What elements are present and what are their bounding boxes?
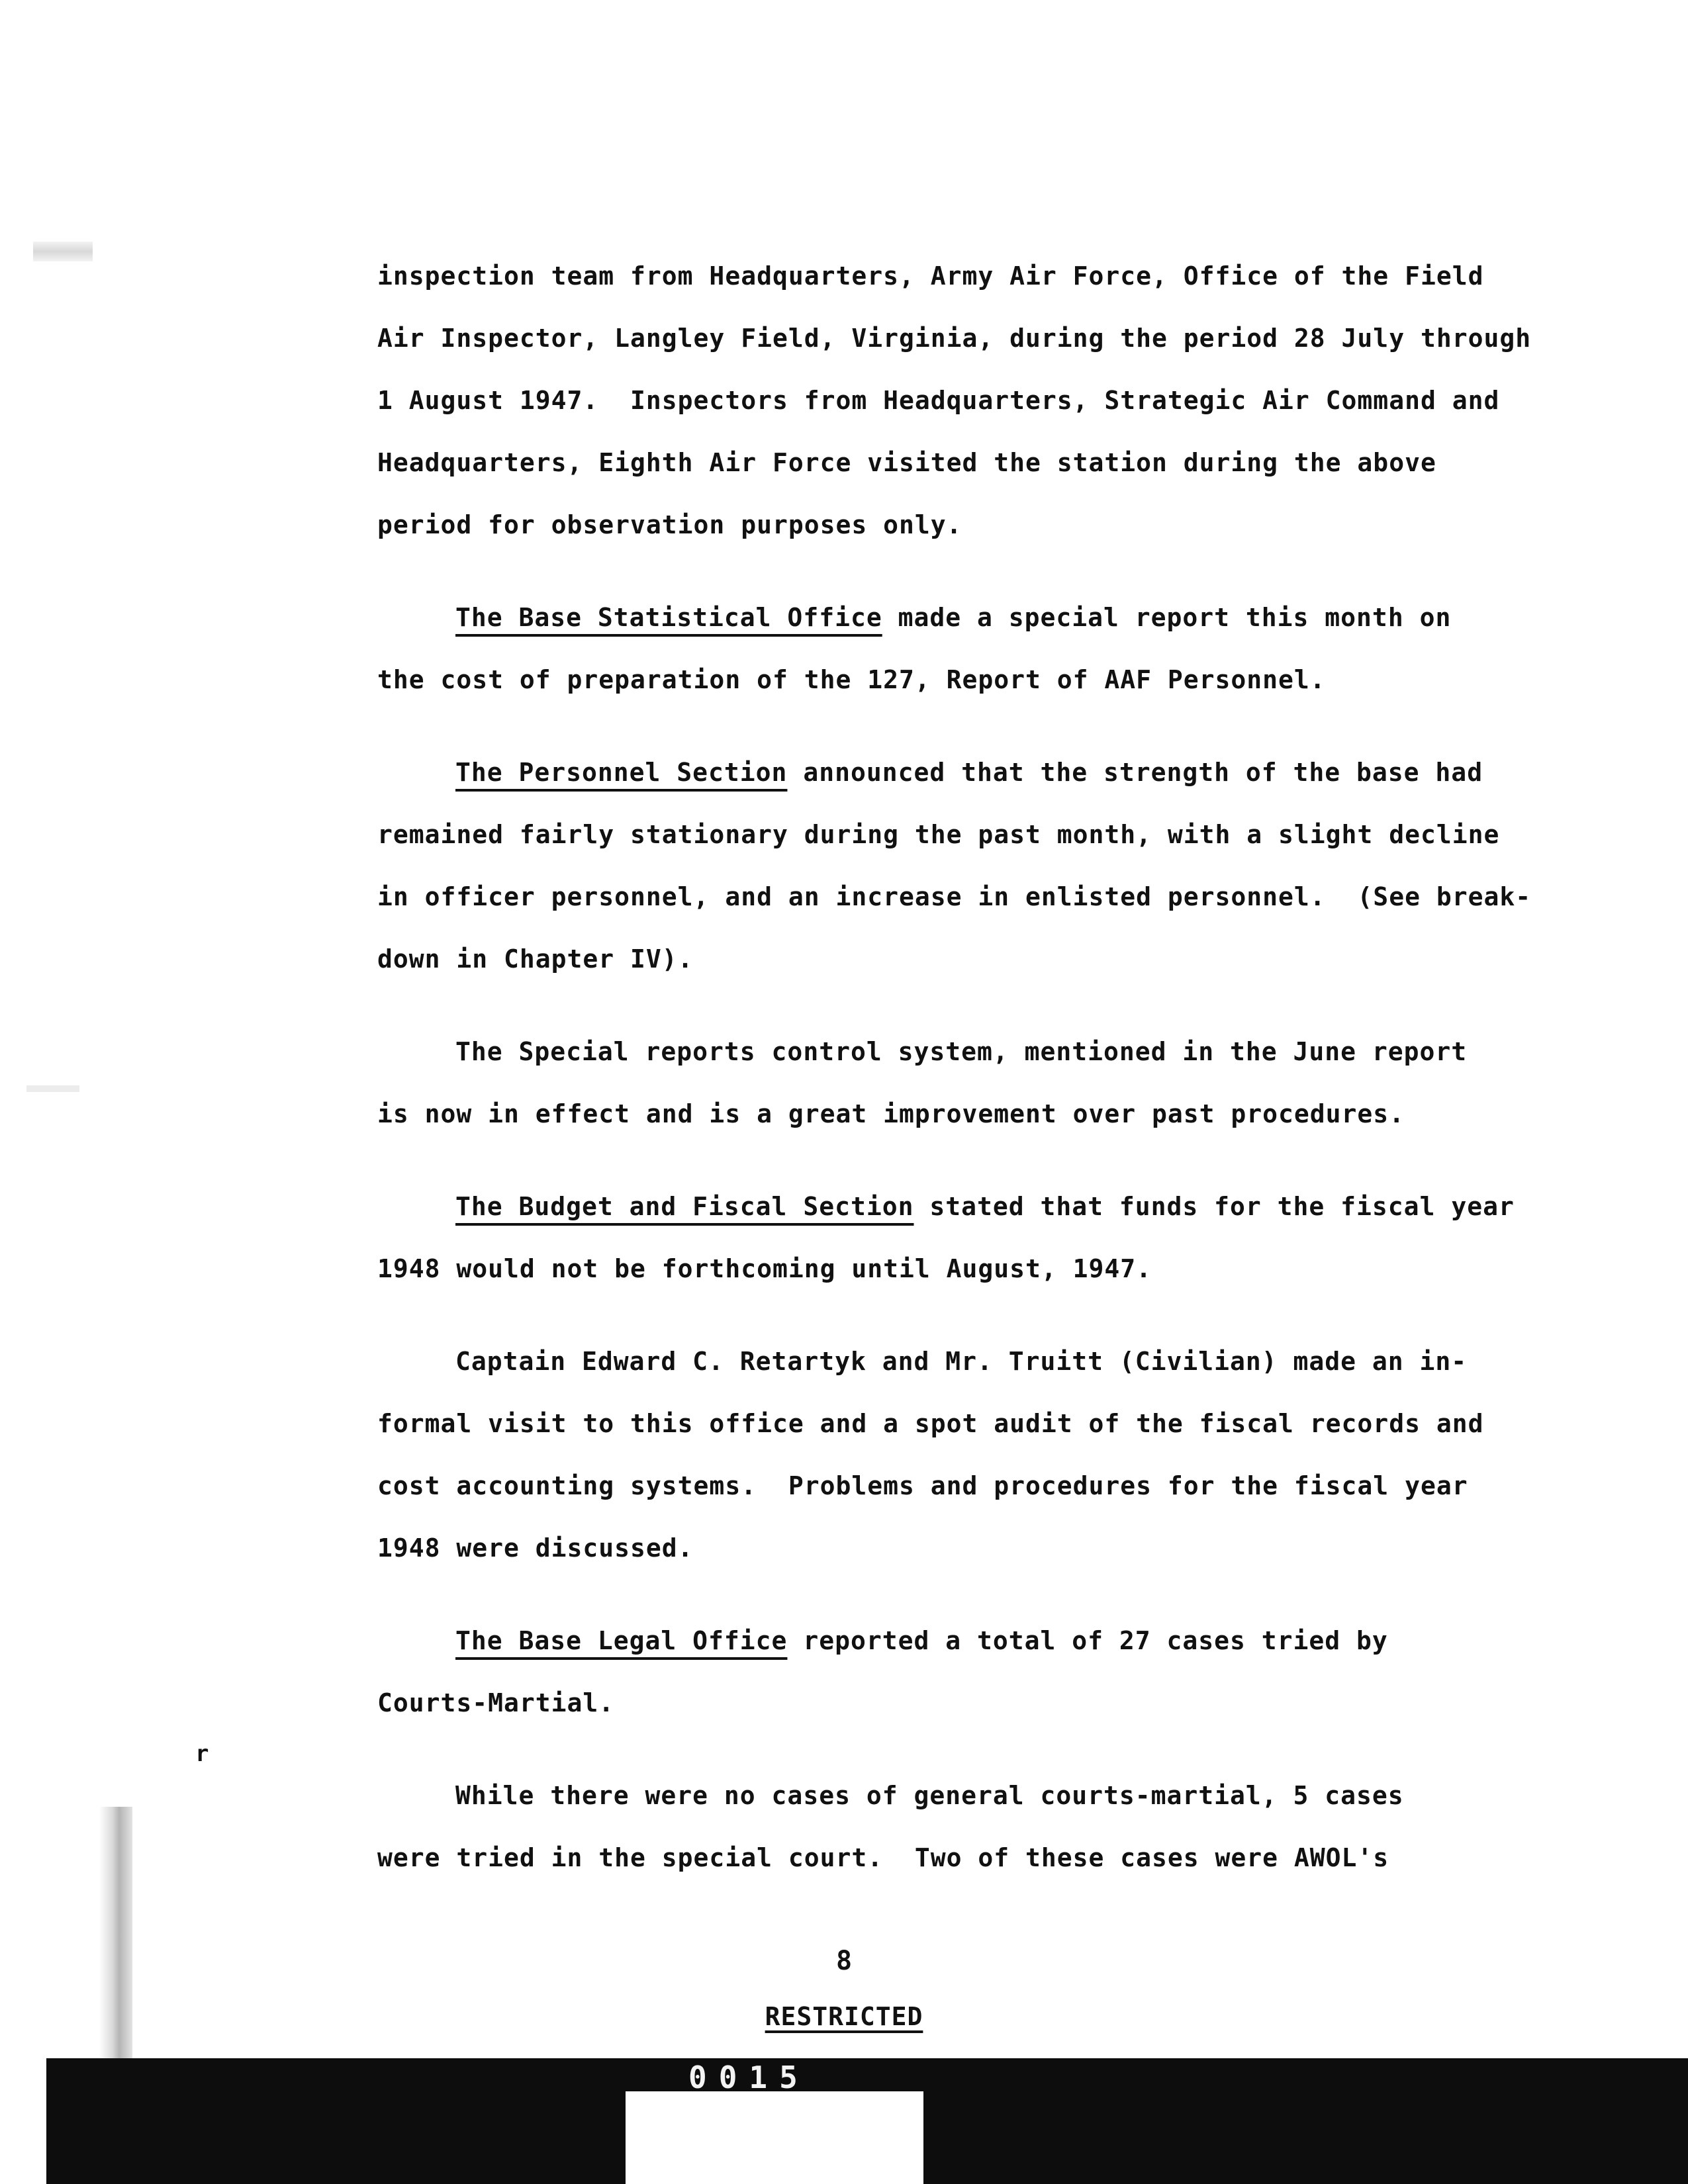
text-line: formal visit to this office and a spot audit of the fiscal records and bbox=[377, 1409, 1484, 1438]
scan-edge-mark bbox=[26, 1085, 79, 1092]
text-line: cost accounting systems. Problems and procedures for the fiscal year bbox=[377, 1471, 1468, 1500]
text-line: The Budget and Fiscal Section stated that funds for the fiscal year bbox=[455, 1192, 1515, 1221]
text-line: 1948 would not be forthcoming until August, 1947. bbox=[377, 1254, 1152, 1283]
text-line: in officer personnel, and an increase in enlisted personnel. (See break- bbox=[377, 882, 1532, 911]
paragraph-budget-fiscal bbox=[377, 1175, 1515, 1300]
text-line: is now in effect and is a great improvement over past procedures. bbox=[377, 1099, 1405, 1128]
paragraph-inspection bbox=[377, 245, 1532, 556]
paragraph-reports-control bbox=[377, 1021, 1503, 1145]
margin-mark: r bbox=[195, 1741, 209, 1767]
text-line: period for observation purposes only. bbox=[377, 510, 962, 539]
page-number: 8 bbox=[835, 1946, 853, 1976]
section-heading: The Personnel Section bbox=[455, 758, 788, 787]
document-body bbox=[377, 245, 1532, 1889]
text-line: The Personnel Section announced that the strength of the base had bbox=[455, 758, 1483, 787]
paragraph-audit-visit bbox=[377, 1330, 1503, 1579]
text-line: Courts-Martial. bbox=[377, 1688, 615, 1717]
scan-edge-mark bbox=[33, 242, 93, 261]
text-line: The Base Statistical Office made a special report this month on bbox=[455, 603, 1452, 632]
text-line: 1948 were discussed. bbox=[377, 1533, 694, 1563]
scan-border-gap bbox=[626, 2091, 923, 2184]
paragraph-legal-office bbox=[377, 1610, 1503, 1734]
classification-marking: RESTRICTED bbox=[765, 2002, 923, 2031]
text-line: Captain Edward C. Retartyk and Mr. Truitt (Civilian) made an in- bbox=[455, 1347, 1468, 1376]
text-line: inspection team from Headquarters, Army Air Force, Office of the Field bbox=[377, 261, 1484, 291]
text-line: The Base Legal Office reported a total of 27 cases tried by bbox=[455, 1626, 1388, 1655]
paragraph-personnel-section bbox=[377, 741, 1532, 990]
paragraph-statistical-office bbox=[377, 586, 1503, 711]
section-heading: The Base Statistical Office bbox=[455, 603, 882, 632]
text-line: remained fairly stationary during the past month, with a slight decline bbox=[377, 820, 1500, 849]
text-line: Air Inspector, Langley Field, Virginia, during the period 28 July through bbox=[377, 324, 1532, 353]
text-line: 1 August 1947. Inspectors from Headquarters, Strategic Air Command and bbox=[377, 386, 1500, 415]
text-line: While there were no cases of general courts-martial, 5 cases bbox=[455, 1781, 1404, 1810]
section-heading: The Base Legal Office bbox=[455, 1626, 788, 1655]
section-heading: The Budget and Fiscal Section bbox=[455, 1192, 914, 1221]
text-line: were tried in the special court. Two of these cases were AWOL's bbox=[377, 1843, 1389, 1872]
text-line: Headquarters, Eighth Air Force visited the station during the above bbox=[377, 448, 1436, 477]
paragraph-courts-martial bbox=[377, 1764, 1503, 1889]
text-line: the cost of preparation of the 127, Report of AAF Personnel. bbox=[377, 665, 1326, 694]
text-line: The Special reports control system, mentioned in the June report bbox=[455, 1037, 1468, 1066]
archive-stamp-number: 0015 bbox=[688, 2060, 810, 2095]
text-line: down in Chapter IV). bbox=[377, 944, 694, 974]
